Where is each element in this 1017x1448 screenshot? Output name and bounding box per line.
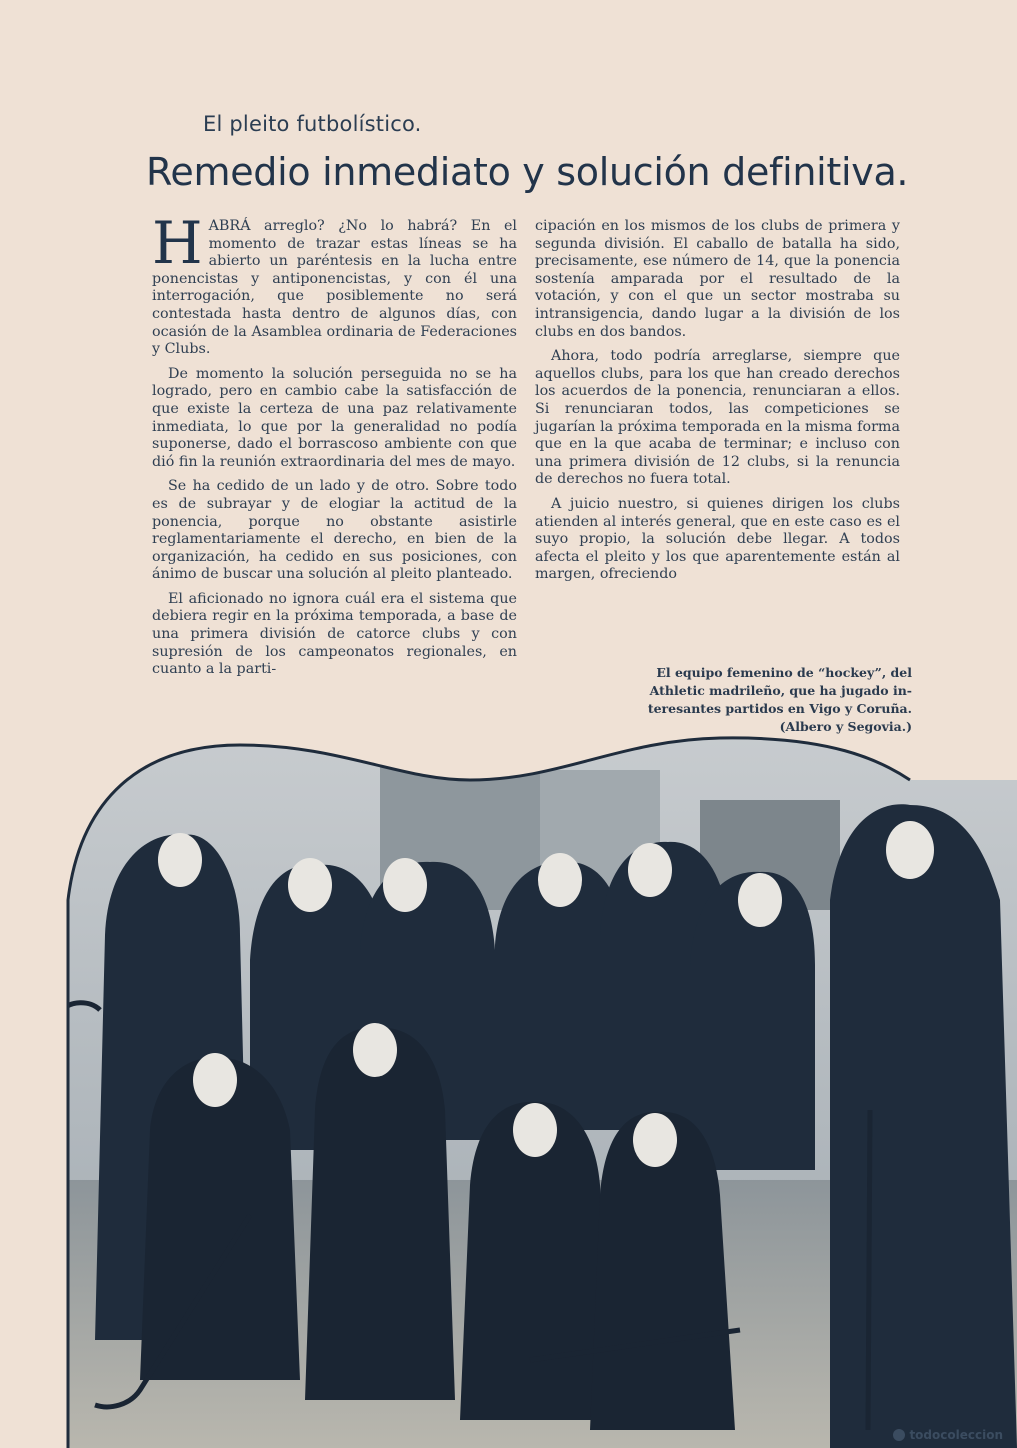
- paragraph-2: De momento la solución perseguida no se ha logrado, pero en cambio cabe la satisfacción de que existe la certeza de una paz relativamente inmediata, lo que por la generalidad no podía suponerse, dado el borrascoso ambiente con que dió fin la reunión extraordinaria del mes de mayo.: [152, 365, 517, 470]
- paragraph-3: Se ha cedido de un lado y de otro. Sobre todo es de subrayar y de elogiar la actitud de la ponencia, porque no obstante asistirle reglamentariamente el derecho, en bien de la organización, ha cedido en sus posiciones, con ánimo de buscar una solución al pleito planteado.: [152, 478, 517, 583]
- drop-cap: H: [152, 209, 203, 277]
- caption-line: El equipo femenino de “hockey”, del: [656, 665, 912, 680]
- paragraph-5: cipación en los mismos de los clubs de primera y segunda división. El caballo de batalla ha sido, precisamente, ese número de 14, que la ponencia sostenía amparada por el resultado de la votación, y con el que un sector mostraba su intransigencia, dando lugar a la división de los clubs en dos bandos.: [535, 218, 900, 340]
- caption-line: teresantes partidos en Vigo y Coruña.: [647, 701, 912, 716]
- caption-line: Athletic madrileño, que ha jugado in-: [649, 683, 912, 698]
- article-headline: Remedio inmediato y solución definitiva.: [146, 150, 909, 194]
- paragraph-1: HABRÁ arreglo? ¿No lo habrá? En el momento de trazar estas líneas se ha abierto un paréntesis en la lucha entre ponencistas y antiponencistas, y con él una interrogación, que posiblemente no será contestada hasta dentro de algunos días, con ocasión de la Asamblea ordinaria de Federaciones y Clubs.: [152, 209, 517, 358]
- paragraph-7: A juicio nuestro, si quienes dirigen los clubs atienden al interés general, que en este caso es el suyo propio, la solución debe llegar. A todos afecta el pleito y los que aparentemente están al margen, ofreciendo: [535, 495, 900, 583]
- paragraph-6: Ahora, todo podría arreglarse, siempre que aquellos clubs, para los que han creado derechos los acuerdos de la ponencia, renunciaran a ellos. Si renunciaran todos, las competiciones se jugarían la próxima temporada en la misma forma que en la que acaba de terminar; e incluso con una primera división de 12 clubs, si la renuncia de derechos no fuera total.: [535, 348, 900, 488]
- caption-line: (Albero y Segovia.): [779, 719, 912, 734]
- watermark-logo-icon: [893, 1429, 905, 1441]
- watermark-text: todocoleccion: [909, 1428, 1003, 1442]
- article-kicker: El pleito futbolístico.: [203, 112, 422, 136]
- watermark: [893, 1428, 1003, 1442]
- paragraph-4: El aficionado no ignora cuál era el sistema que debiera regir en la próxima temporada, a base de una primera división de catorce clubs y con supresión de los campeonatos regionales, en cuanto a la parti-: [152, 590, 517, 678]
